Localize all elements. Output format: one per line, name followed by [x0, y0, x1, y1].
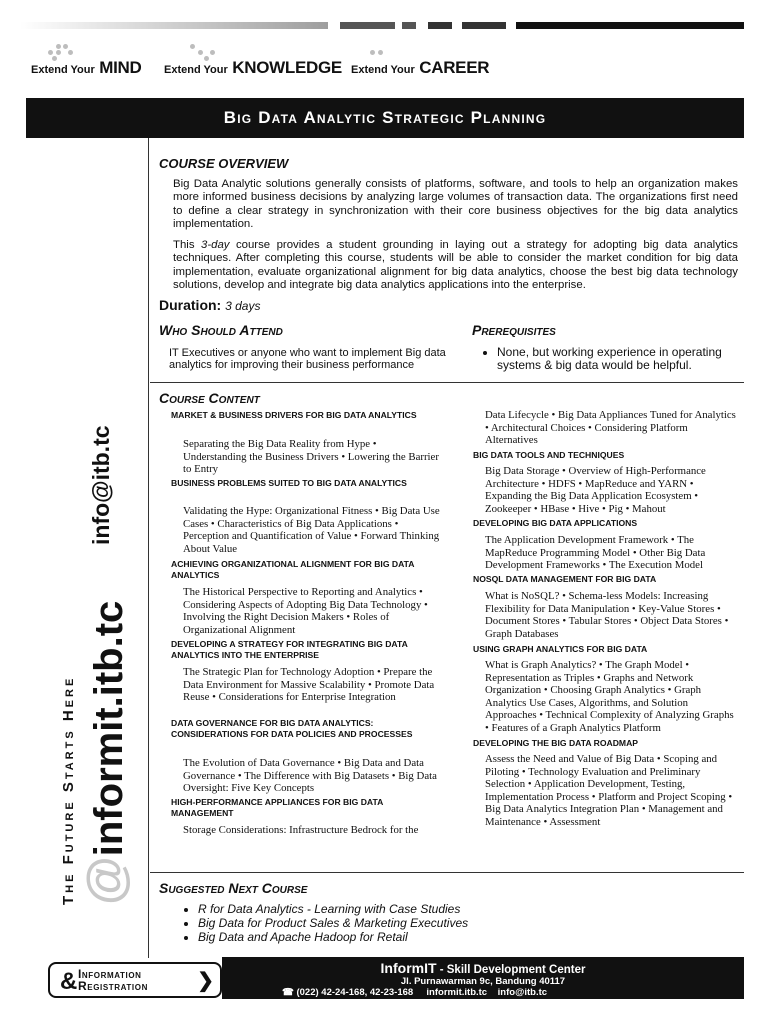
attend-text: IT Executives or anyone who want to implement Big data analytics for improving their business performance	[169, 347, 446, 371]
tagline-big: CAREER	[419, 58, 490, 77]
top-decor-bars	[0, 22, 768, 30]
ampersand: &	[60, 968, 78, 995]
topic-body: The Evolution of Data Governance • Big Data and Data Governance • The Difference with Big Datasets • Big Data Oversight: Five Key Concepts	[183, 757, 437, 795]
topic-title: USING GRAPH ANALYTICS FOR BIG DATA	[473, 644, 648, 654]
divider	[150, 872, 744, 873]
tagline-small: Extend Your	[351, 64, 415, 76]
topic-title: MARKET & BUSINESS DRIVERS FOR BIG DATA ANALYTICS	[171, 410, 417, 420]
next-course-heading: Suggested Next Course	[159, 880, 308, 896]
address: Jl. Purnawarman 9c, Bandung 40117	[400, 976, 566, 987]
contact-line	[282, 987, 744, 998]
topic-title: BUSINESS PROBLEMS SUITED TO BIG DATA ANALYTICS	[171, 478, 407, 488]
overview-paragraph-2	[173, 239, 738, 293]
topic-body: The Strategic Plan for Technology Adoption • Prepare the Data Environment for Massive Scalability • Promote Data Reuse • Considerations for Enterprise Integration	[183, 666, 435, 704]
title-bar	[26, 98, 744, 138]
overview-heading: COURSE OVERVIEW	[159, 156, 289, 171]
overview-paragraph-1: Big Data Analytic solutions generally consists of platforms, software, and tools to help an organization makes more informed business decisions by analyzing large volumes of transaction data. The organizations first need to define a clear strategy in synchronization with their core business objectives for the big data analytics implementation.	[173, 178, 738, 231]
topic-body: The Historical Perspective to Reporting and Analytics • Considering Aspects of Adopting Big Data Technology • Involving the Right Decision Makers • Roles of Organizational Alignment	[183, 586, 428, 636]
emphasis: 3-day	[200, 239, 230, 251]
next-course-list	[180, 902, 468, 944]
brand-text: informit.itb.tc	[87, 600, 131, 857]
next-course-item[interactable]: • Big Data and Apache Hadoop for Retail	[198, 930, 468, 944]
text: This	[173, 239, 201, 251]
info-label: Information	[78, 967, 142, 981]
brand-url	[76, 601, 134, 905]
topic-body: Separating the Big Data Reality from Hype • Understanding the Business Drivers • Lowering the Barrier to Entry	[183, 438, 439, 476]
at-symbol: @	[77, 856, 133, 905]
topic-body: Storage Considerations: Infrastructure Bedrock for the	[183, 824, 419, 836]
future-slogan: The Future Starts Here	[60, 675, 77, 905]
center-name: InformIT	[380, 960, 437, 976]
email-link[interactable]: info@itb.tc	[497, 987, 548, 998]
decor-bar	[516, 22, 744, 29]
prereq-list	[481, 346, 767, 372]
topic-title: HIGH-PERFORMANCE APPLIANCES FOR BIG DATA MANAGEMENT	[171, 797, 383, 818]
registration-label: Registration	[78, 979, 148, 993]
sidebar-email: info@itb.tc	[88, 425, 114, 545]
topic-body: Big Data Storage • Overview of High-Performance Architecture • HDFS • MapReduce and YARN • Expanding the Big Data Application Ecosystem • Zookeeper • HBase • Hive • Pig • Mahout	[485, 465, 706, 515]
topic-body: What is NoSQL? • Schema-less Models: Increasing Flexibility for Data Manipulation • Key-Value Stores • Document Stores • Tabular Stores • Object Data Stores • Graph Databases	[485, 590, 729, 640]
center-name-line	[222, 960, 744, 976]
decor-bar	[340, 22, 395, 29]
topic-title: BIG DATA TOOLS AND TECHNIQUES	[473, 450, 625, 460]
sidebar-branding	[60, 405, 140, 905]
attend-heading: Who Should Attend	[159, 322, 283, 338]
topic-title: DATA GOVERNANCE FOR BIG DATA ANALYTICS: CONSIDERATIONS FOR DATA POLICIES AND PROCESSES	[171, 718, 413, 739]
topic-body: The Application Development Framework • The MapReduce Programming Model • Other Big Data Development Frameworks • The Execution Model	[485, 534, 706, 572]
next-course-item[interactable]: • R for Data Analytics - Learning with Case Studies	[198, 902, 468, 916]
info-registration-button[interactable]	[48, 962, 222, 998]
center-subtitle: - Skill Development Center	[436, 964, 586, 976]
tagline-small: Extend Your	[164, 64, 228, 76]
decor-bar	[402, 22, 416, 29]
topic-title: NOSQL DATA MANAGEMENT FOR BIG DATA	[473, 574, 657, 584]
chevron-right-icon: ❯	[197, 970, 214, 992]
duration-label: Duration:	[159, 297, 222, 313]
tagline-small: Extend Your	[31, 64, 95, 76]
duration	[159, 297, 260, 313]
duration-value: 3 days	[225, 299, 261, 313]
footer-contact	[222, 957, 744, 999]
topic-title: DEVELOPING BIG DATA APPLICATIONS	[473, 518, 638, 528]
topic-body: Assess the Need and Value of Big Data • Scoping and Piloting • Technology Evaluation and Preliminary Selection • Application Development, Testing, Implementation Process • Platform and Project Scoping • Big Data Analytics Integration Plan • Management and Maintenance • Assessment	[485, 753, 733, 828]
topic-title: DEVELOPING A STRATEGY FOR INTEGRATING BIG DATA ANALYTICS INTO THE ENTERPRISE	[171, 639, 408, 660]
tagline-knowledge	[164, 58, 342, 78]
topic-body: What is Graph Analytics? • The Graph Model • Representation as Triples • Graphs and Network Organization • Choosing Graph Analytics • Graph Analytics Use Cases, Algorithms, and Solution Approaches • Technical Complexity of Analyzing Graphs • Features of a Graph Analytics Platform	[485, 659, 734, 734]
prereq-item: • None, but working experience in operating systems & big data would be helpful.	[497, 346, 767, 372]
tagline-career	[351, 58, 489, 78]
decor-bar	[428, 22, 452, 29]
decor-bar	[462, 22, 506, 29]
topic-title: ACHIEVING ORGANIZATIONAL ALIGNMENT FOR BIG DATA ANALYTICS	[171, 559, 415, 580]
topic-body: Validating the Hype: Organizational Fitness • Big Data Use Cases • Characteristics of Big Data Applications • Perception and Quantification of Value • Forward Thinking About Value	[183, 505, 440, 555]
topic-title: DEVELOPING THE BIG DATA ROADMAP	[473, 738, 639, 748]
tagline-big: MIND	[99, 58, 142, 77]
phone: ☎ (022) 42-24-168, 42-23-168	[282, 987, 414, 998]
next-course-item[interactable]: • Big Data for Product Sales & Marketing Executives	[198, 916, 468, 930]
tagline-mind	[31, 58, 141, 78]
prereq-heading: Prerequisites	[472, 322, 556, 338]
divider	[150, 382, 744, 383]
page-title: Big Data Analytic Strategic Planning	[223, 108, 547, 127]
content-heading: Course Content	[159, 390, 260, 406]
website-link[interactable]: informit.itb.tc	[426, 987, 488, 998]
tagline-big: KNOWLEDGE	[232, 58, 342, 77]
sidebar-rule	[148, 138, 149, 958]
topic-body-continued: Data Lifecycle • Big Data Appliances Tuned for Analytics • Architectural Choices • Considering Platform Alternatives	[485, 409, 736, 447]
decor-bar	[20, 22, 328, 29]
text: course provides a student grounding in laying out a strategy for adopting big data analytics techniques. After completing this course, students will be able to consider the market condition for big data implementation, evaluate organizational alignment for big data analytics, choose the best big data technology solutions, develop and integrate big data analytics applications into the enterprise.	[173, 239, 738, 292]
